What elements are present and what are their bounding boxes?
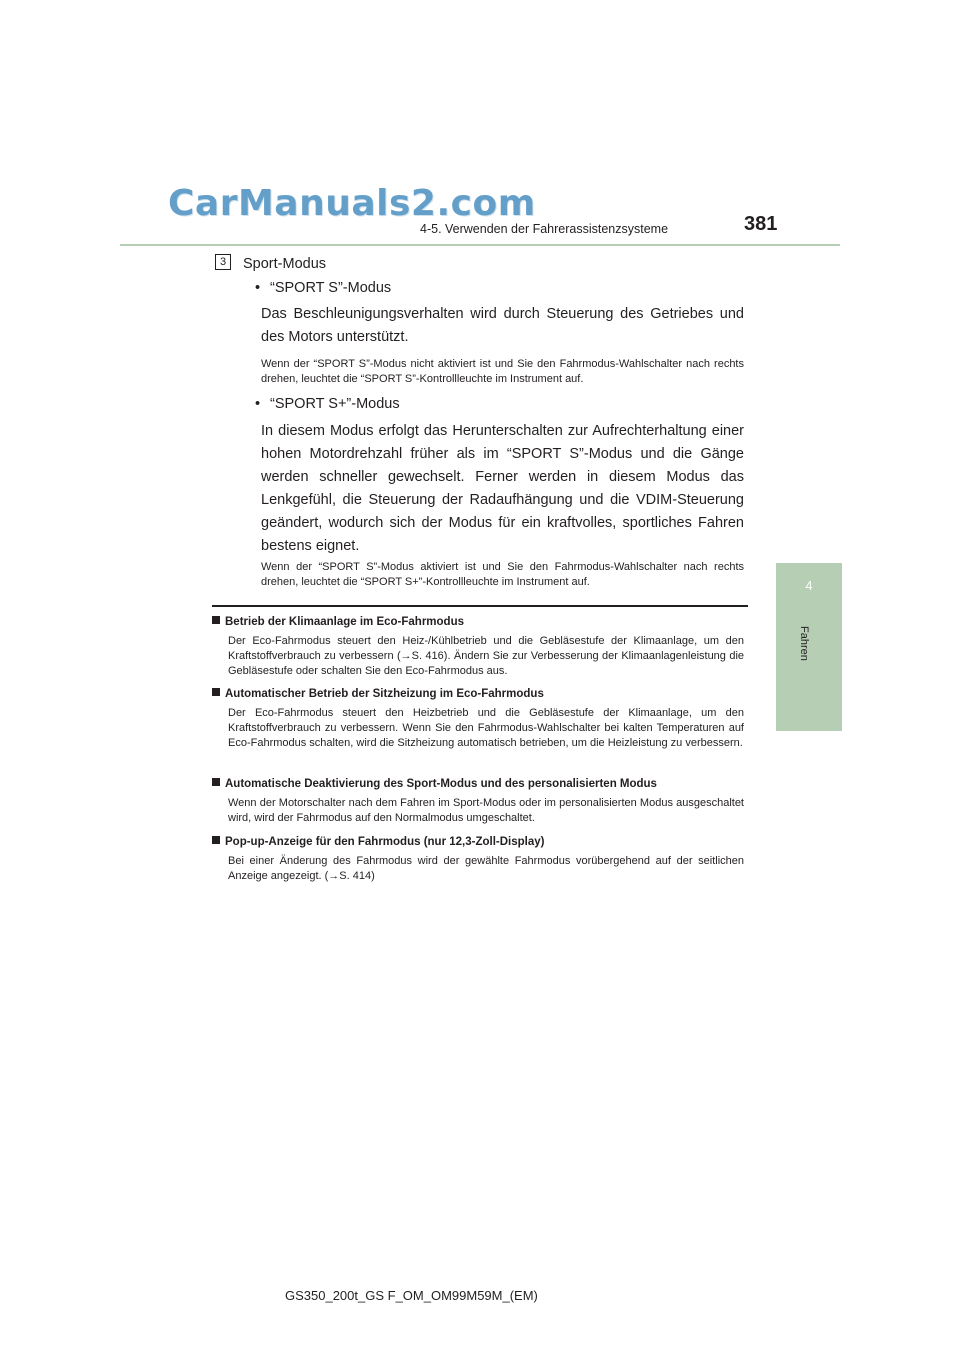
bullet-1: • [255, 280, 261, 296]
chapter-number: 4 [805, 578, 813, 593]
square-bullet-icon [212, 778, 220, 786]
square-bullet-icon [212, 688, 220, 696]
square-bullet-icon [212, 616, 220, 624]
note-body-seat-heating: Der Eco-Fahrmodus steuert den Heizbetrieb und die Gebläsestufe der Klimaanlage, um den Kraftstoffverbrauch zu verbessern. Wenn Sie den Fahrmodus-Wahlschalter bei kalten Temperaturen auf Eco-Fahrmodus schalten, wird die Sitzheizung automatisch betrieben, um die Heizleistung zu verbessern. [228, 707, 744, 749]
notes-divider [212, 605, 748, 607]
mode-description-sport-s: Das Beschleunigungsverhalten wird durch Steuerung des Getriebes und des Motors unterstützt. [261, 306, 744, 345]
note-title-climate: Betrieb der Klimaanlage im Eco-Fahrmodus [212, 616, 464, 628]
note-title-popup-display: Pop-up-Anzeige für den Fahrmodus (nur 12,3-Zoll-Display) [212, 836, 544, 848]
mode-note-sport-s-plus: Wenn der “SPORT S”-Modus aktiviert ist und Sie den Fahrmodus-Wahlschalter nach rechts drehen, leuchtet die “SPORT S+”-Kontrollleuchte im Instrument auf. [261, 561, 744, 588]
step-title: Sport-Modus [243, 256, 327, 272]
note-body-popup-display: Bei einer Änderung des Fahrmodus wird der gewählte Fahrmodus vorübergehend auf der seitlichen Anzeige angezeigt. (→S. 414) [228, 855, 744, 882]
mode-description-sport-s-plus: In diesem Modus erfolgt das Herunterschalten zur Aufrechterhaltung einer hohen Motordrehzahl früher als im “SPORT S”-Modus und die Gänge werden schneller gewechselt. Ferner werden in diesem Modus das Lenkgefühl, die Steuerung der Radaufhängung und die VDIM-Steuerung geändert, wodurch sich der Modus für ein kraftvolles, sportliches Fahren bestens eignet. [261, 423, 744, 554]
step-marker: 3 [215, 254, 231, 270]
mode-label-sport-s: “SPORT S”-Modus [270, 280, 392, 296]
note-body-climate: Der Eco-Fahrmodus steuert den Heiz-/Kühlbetrieb und die Gebläsestufe der Klimaanlage, um den Kraftstoffverbrauch zu verbessern (→S. 416). Ändern Sie zur Verbesserung der Klimaanlagenleistung die Gebläsestufe oder schalten Sie den Eco-Fahrmodus aus. [228, 635, 744, 677]
square-bullet-icon [212, 836, 220, 844]
mode-note-sport-s: Wenn der “SPORT S”-Modus nicht aktiviert ist und Sie den Fahrmodus-Wahlschalter nach rechts drehen, leuchtet die “SPORT S”-Kontrollleuchte im Instrument auf. [261, 358, 744, 385]
page-number: 381 [744, 213, 778, 235]
watermark-logo: CarManuals2.com [168, 183, 536, 224]
section-header: 4-5. Verwenden der Fahrerassistenzsysteme [420, 222, 669, 236]
chapter-label: Fahren [798, 626, 810, 661]
mode-label-sport-s-plus: “SPORT S+”-Modus [270, 396, 400, 412]
header-divider [120, 244, 840, 246]
note-title-seat-heating: Automatischer Betrieb der Sitzheizung im Eco-Fahrmodus [212, 688, 544, 700]
bullet-2: • [255, 396, 261, 412]
note-title-auto-deactivation: Automatische Deaktivierung des Sport-Modus und des personalisierten Modus [212, 778, 657, 790]
document-footer: GS350_200t_GS F_OM_OM99M59M_(EM) [285, 1288, 538, 1303]
note-body-auto-deactivation: Wenn der Motorschalter nach dem Fahren im Sport-Modus oder im personalisierten Modus ausgeschaltet wird, wird der Fahrmodus auf den Normalmodus umgeschaltet. [228, 797, 744, 824]
